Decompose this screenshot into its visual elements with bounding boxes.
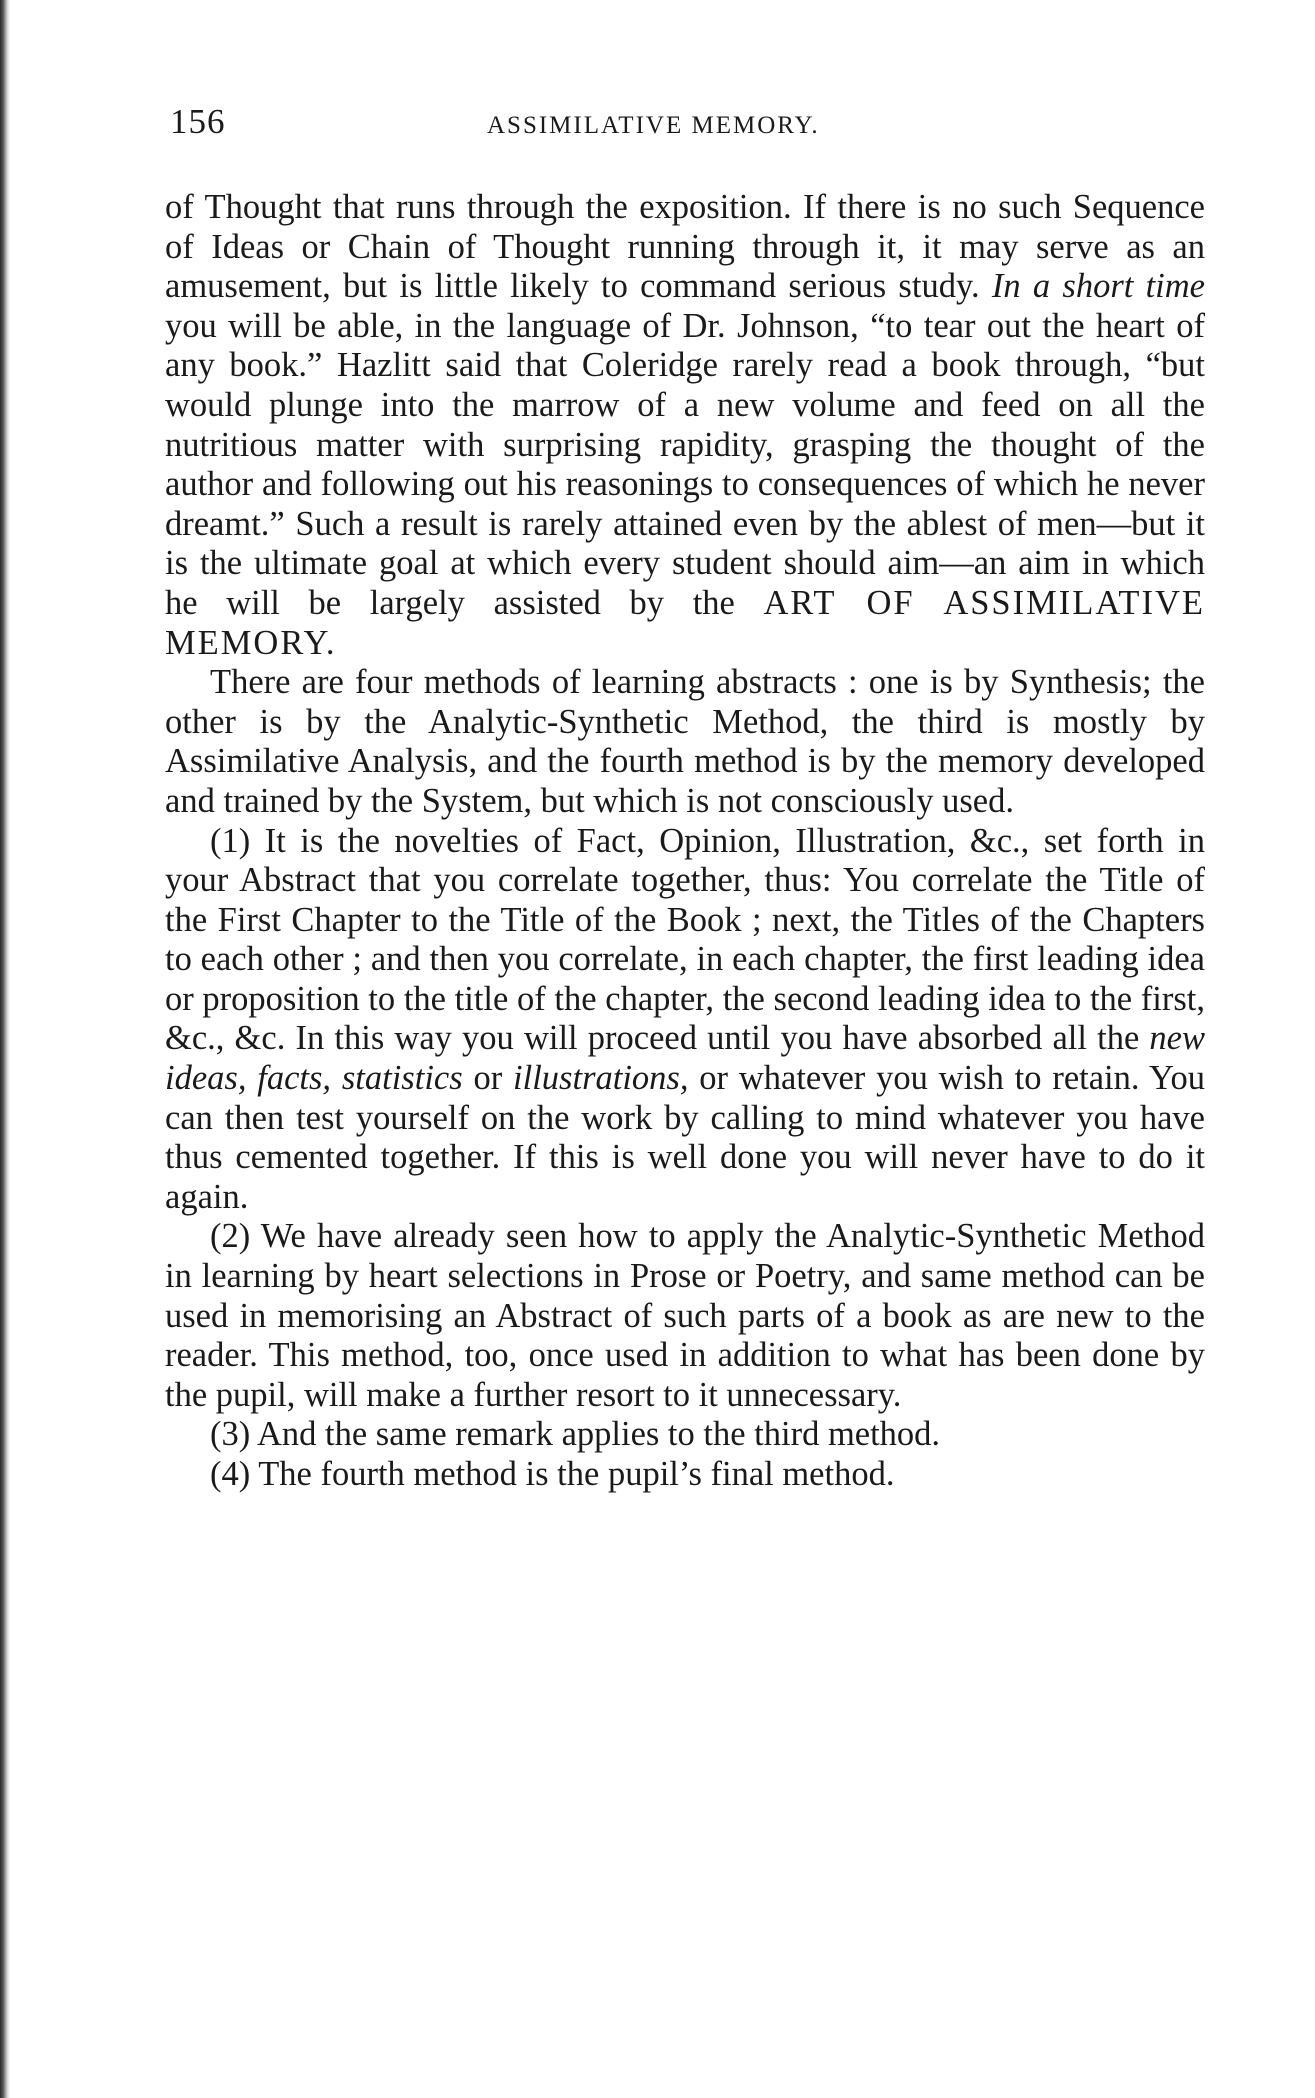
- paragraph-1-text-2: you will be able, in the language of Dr. Johnson, “to tear out the heart of any book.” Hazlitt said that Coleridge rarely read a book through, “but would plunge into the marrow of a new volume and feed on all the nutritious matter with surprising rapidity, grasping the thought of the author and following out his reasonings to consequences of which he never dreamt.” Such a result is rarely attained even by the ablest of men—but it is the ultimate goal at which every student should aim—an aim in which he will be largely assisted by the: [165, 306, 1205, 622]
- paragraph-3-text-1: (1) It is the novelties of Fact, Opinion, Illustration, &c., set forth in your Abstract that you correlate together, thus: You correlate the Title of the First Chapter to the Title of the Book ; next, the Titles of the Chapters to each other ; and then you correlate, in each chapter, the first leading idea or proposition to the title of the chapter, the second leading idea to the first, &c., &c. In this way you will proceed until you have absorbed all the: [165, 821, 1205, 1058]
- paragraph-2-text-1: There are four methods of learning abstracts : one is by Synthesis; the other is by the Analytic-Synthetic Method, the third is mostly by Assimilative Analysis, and the fourth method is by the memory developed and trained by the System, but which is not consciously used.: [165, 663, 1205, 820]
- paragraph-1-text-1: of Thought that runs through the exposition. If there is no such Sequence of Ideas or Chain of Thought running through it, it may serve as an amusement, but is little likely to command serious study.: [165, 188, 1205, 306]
- page-edge-shadow: [0, 0, 10, 2098]
- paragraph-4-text-1: (2) We have already seen how to apply the Analytic-Synthetic Method in learning by heart selections in Prose or Poetry, and same method can be used in memorising an Abstract of such parts of a book as are new to the reader. This method, too, once used in addition to what has been done by the pupil, will make a further resort to it unnecessary.: [165, 1217, 1205, 1414]
- running-head: ASSIMILATIVE MEMORY.: [487, 112, 820, 139]
- paragraph-3-italic-1: new ideas, facts, statistics: [165, 1019, 1205, 1098]
- paragraph-3-italic-2: illustrations,: [513, 1059, 689, 1098]
- paragraph-3: [165, 822, 1205, 1218]
- paragraph-1-italic-1: In a short time: [991, 267, 1205, 306]
- paragraph-6: [165, 1455, 1205, 1495]
- body-text: [165, 188, 1205, 1495]
- paragraph-5-text-1: (3) And the same remark applies to the third method.: [210, 1415, 941, 1454]
- paragraph-5: [165, 1415, 1205, 1455]
- paragraph-2: [165, 663, 1205, 821]
- paragraph-3-text-2: or: [462, 1059, 514, 1098]
- page-number: 156: [170, 102, 226, 141]
- paragraph-3-text-3: or whatever you wish to retain. You can then test yourself on the work by calling to mind whatever you have thus cemented together. If this is well done you will never have to do it again.: [165, 1059, 1205, 1216]
- paragraph-4: [165, 1217, 1205, 1415]
- paragraph-6-text-1: (4) The fourth method is the pupil’s final method.: [210, 1455, 895, 1493]
- paragraph-1-small-caps: ART OF ASSIMILATIVE MEMORY.: [165, 583, 1205, 662]
- page-header: [170, 102, 1200, 142]
- paragraph-1: [165, 188, 1205, 663]
